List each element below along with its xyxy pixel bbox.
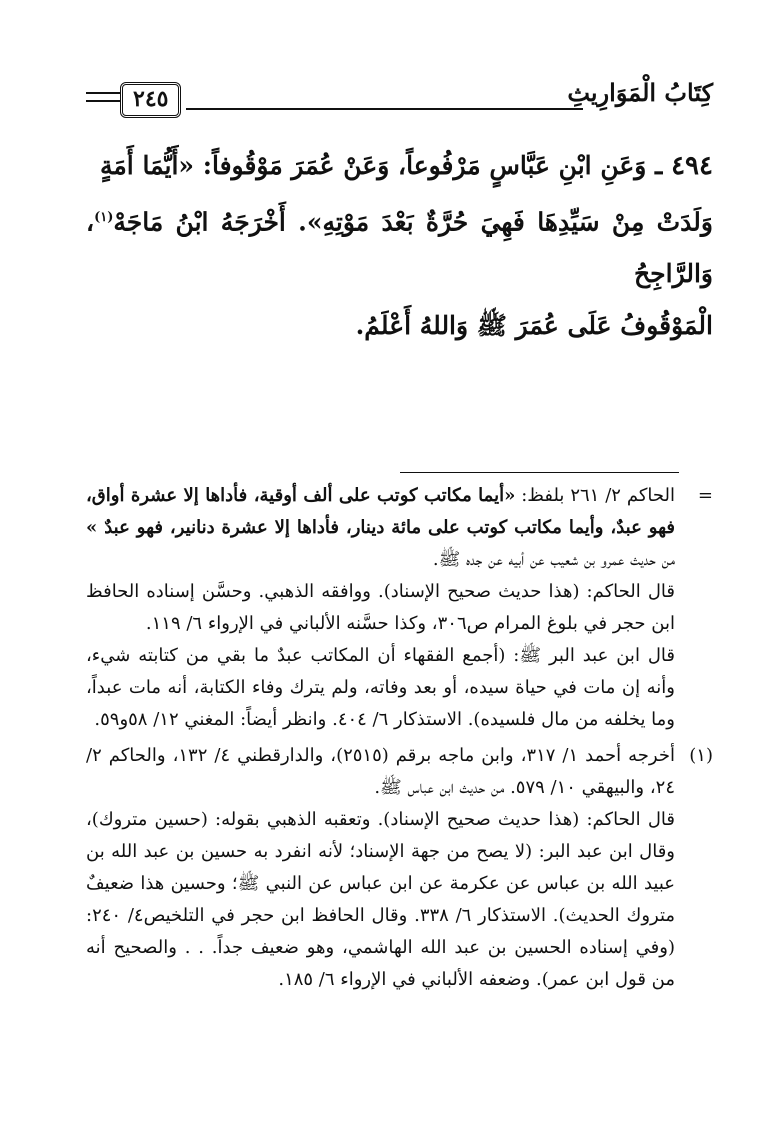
footnotes xyxy=(86,480,713,1000)
footnote-continuation xyxy=(86,480,713,736)
fn-quote: «أيما مكاتب كوتب على ألف أوقية، فأداها إلا عشرة أواق، فهو عبدٌ، وأيما مكاتب كوتب على مائة دينار، فأداها إلا عشرة دنانير، فهو عبدٌ » xyxy=(86,485,675,538)
footnote-1-p1: أخرجه أحمد ١/ ٣١٧، وابن ماجه برقم (٢٥١٥)، والدارقطني ٤/ ١٣٢، والحاكم ٢/ ٢٤، والبيهقي ١٠/ ٥٧٩. من حديث ابن عباس ﷺ. xyxy=(86,745,675,798)
hadith-line-3: الْمَوْقُوفُ عَلَى عُمَرَ ﷺ وَاللهُ أَعْلَمُ. xyxy=(355,311,713,341)
footnote-continuation-p2: قال الحاكم: (هذا حديث صحيح الإسناد). ووافقه الذهبي. وحسَّن إسناده الحافظ ابن حجر في بلوغ المرام ص٣٠٦، وكذا حسَّنه الألباني في الإرواء ٦/ ١١٩. xyxy=(86,581,675,634)
page-number: ٢٤٥ xyxy=(120,82,181,118)
hadith-line-2 xyxy=(86,192,713,300)
hadith-line-2a: وَلَدَتْ مِنْ سَيِّدِهَا فَهِيَ حُرَّةٌ بَعْدَ مَوْتِهِ». أَخْرَجَهُ ابْنُ مَاجَهْ xyxy=(113,207,713,237)
header-rule-left xyxy=(86,92,120,102)
footnote-separator xyxy=(400,472,679,473)
fn-text: الحاكم ٢/ ٢٦١ بلفظ: xyxy=(515,485,675,506)
footnote-continuation-p3: قال ابن عبد البر ﷺ: (أجمع الفقهاء أن المكاتب عبدٌ ما بقي من كتابته شيء، وأنه إن مات في حياة سيده، أو بعد وفاته، ولم يترك وفاء الكتابة، أنه مات عبداً، وما يخلفه من مال فلسيده). الاستذكار ٦/ ٤٠٤. وانظر أيضاً: المغني ١٢/ ٥٨و٥٩. xyxy=(86,645,675,730)
footnote-reference: (١) xyxy=(94,210,114,225)
fn-text: من حديث عمرو بن شعيب عن أبيه عن جده ﷺ. xyxy=(432,549,675,570)
hadith-number: ٤٩٤ xyxy=(671,151,713,181)
hadith-line-2b: ، وَالرَّاجِحُ xyxy=(86,207,713,289)
hadith-line-1-text: ـ وَعَنِ ابْنِ عَبَّاسٍ مَرْفُوعاً، وَعَنْ عُمَرَ مَوْقُوفاً: «أَيُّمَا أَمَةٍ xyxy=(100,151,663,180)
footnote-1-p2: قال الحاكم: (هذا حديث صحيح الإسناد). وتعقبه الذهبي بقوله: (حسين متروك)، وقال ابن عبد البر: (لا يصح من جهة الإسناد؛ لأنه انفرد به حسين بن عبد الله بن عبيد الله بن عباس عن عكرمة عن ابن عباس عن النبي ﷺ؛ وحسين هذا ضعيفٌ متروك الحديث). الاستذكار ٦/ ٣٣٨. وقال الحافظ ابن حجر في التلخيص٤/ ٢٤٠: (وفي إسناده الحسين بن عبد الله الهاشمي، وهو ضعيف جداً. . . والصحيح أنه من قول ابن عمر). وضعفه الألباني في الإرواء ٦/ ١٨٥. xyxy=(86,809,676,990)
hadith-text xyxy=(86,140,713,352)
footnote-1-marker: (١) xyxy=(689,745,713,766)
hadith-line-1 xyxy=(86,140,713,192)
book-title: كِتَابُ الْمَوَارِيثِ xyxy=(567,78,713,107)
running-head xyxy=(86,78,713,118)
continuation-marker: = xyxy=(697,485,713,506)
header-rule-right xyxy=(186,108,583,110)
footnote-1 xyxy=(86,740,713,996)
footnote-continuation-p1 xyxy=(86,480,675,576)
